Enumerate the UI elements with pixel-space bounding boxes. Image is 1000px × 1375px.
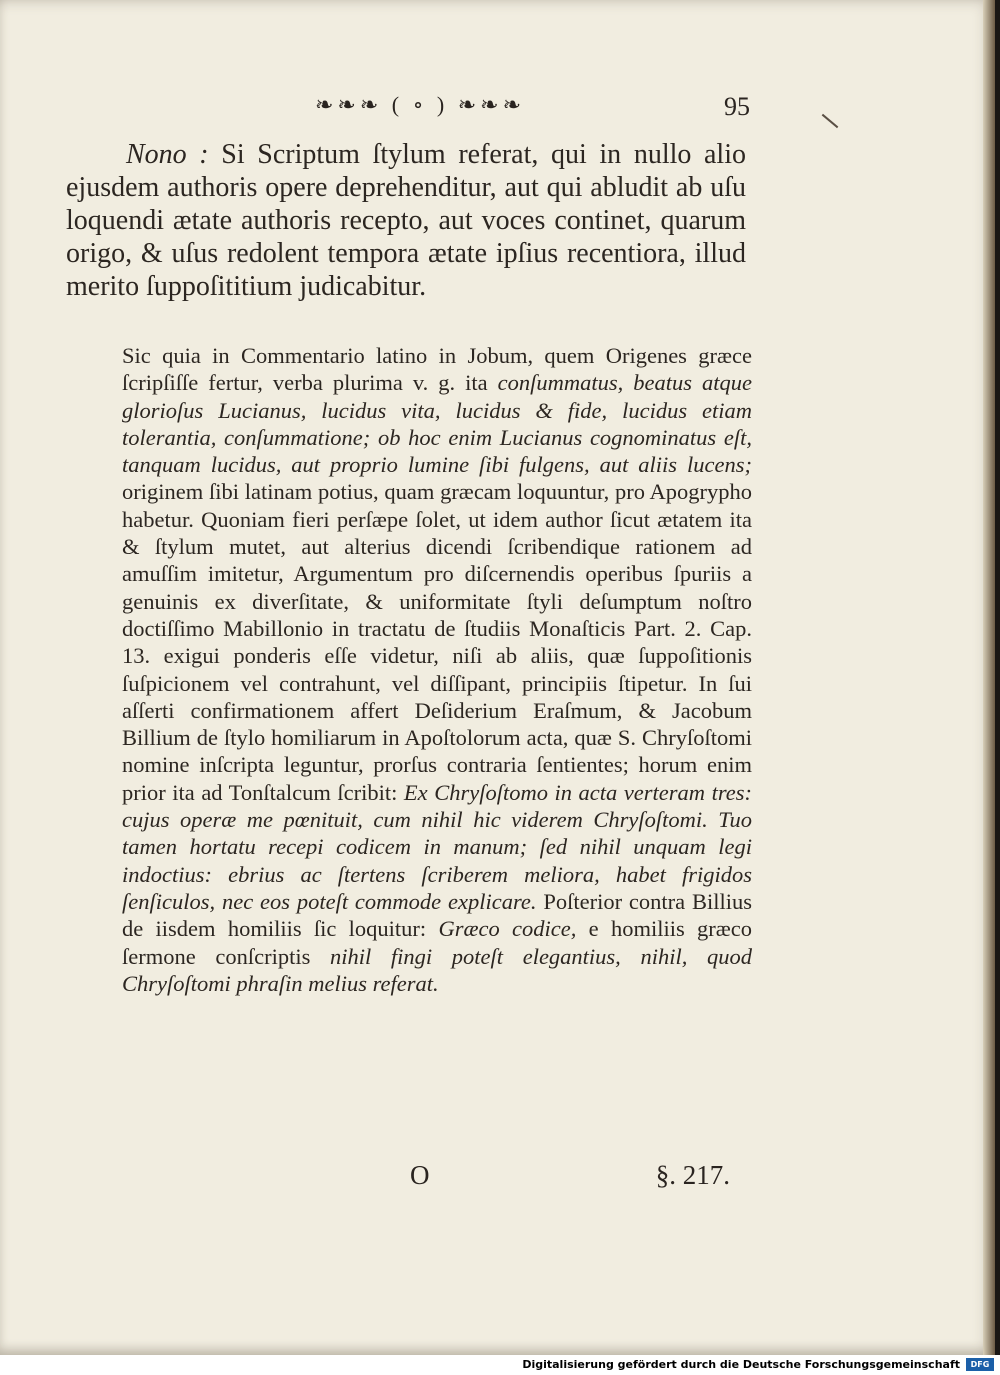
main-paragraph: [66, 138, 746, 303]
catchword-line: [410, 1160, 730, 1196]
sub-text-4: e homiliis græco ſermone conſcriptis: [122, 916, 752, 969]
sub-italic-1: conſummatus, beatus atque glorioſus Lucianus, lucidus vita, lucidus & fide, lucidus etiam tolerantia, conſummatione; ob hoc enim Lucianus cognominatus eſt, tanquam lucidus, aut proprio lumine ſibi fulgens, aut aliis lucens;: [122, 370, 752, 478]
main-paragraph-lead: Nono :: [126, 139, 209, 170]
catchword: §. 217.: [655, 1160, 730, 1190]
sub-italic-4: nihil fingi poteſt elegantius, nihil, quod Chryſoſtomi phraſin melius referat.: [122, 943, 752, 996]
dfg-credit-text: Digitalisierung gefördert durch die Deutsche Forschungsgemeinschaft: [522, 1358, 960, 1371]
running-header: [300, 92, 750, 122]
signature-mark: O: [410, 1160, 430, 1190]
header-ornament: ❧❧❧ ( ∘ ) ❧❧❧: [314, 92, 526, 117]
dfg-logo: DFG: [966, 1358, 994, 1371]
page-edge-shadow: [983, 0, 995, 1355]
main-paragraph-text: Si Scriptum ſtylum referat, qui in nullo alio ejusdem authoris opere deprehenditur, aut qui abludit ab uſu loquendi ætate authoris recepto, aut voces continet, quarum origo, & uſus redolent tempora ætate ipſius recentiora, illud merito ſuppoſititium judicabitur.: [66, 139, 746, 302]
sub-text-1: Sic quia in Commentario latino in Jobum, quem Origenes græce ſcripſiſſe fertur, verba plurima v. g. ita: [122, 343, 752, 396]
sub-italic-3: Græco codice,: [438, 916, 577, 942]
sub-text-2: originem ſibi latinam potius, quam græcam loquuntur, pro Apogrypho habetur. Quoniam fieri perſæpe ſolet, ut idem author ſicut ætatem ita & ſtylum mutet, aut alterius dicendi ſcribendique rationem ad amuſſim imitetur, Argumentum pro diſcernendis operibus ſpuriis a genuinis ex diverſitate, & uniformitate ſtyli deſumptum noſtro doctiſſimo Mabillonio in tractatu de ſtudiis Monaſticis Part. 2. Cap. 13. exigui ponderis eſſe videtur, niſi ab aliis, quæ ſuppoſitionis ſuſpicionem vel contrahunt, vel diſſipant, principiis ſtipetur. In ſui aſſerti confirmationem affert Deſiderium Eraſmum, & Jacobum Billium de ſtylo homiliarum in Apoſtolorum acta, quæ S. Chryſoſtomi nomine inſcripta leguntur, prorſus contraria ſentientes; horum enim prior ita ad Tonſtalcum ſcribit:: [122, 479, 752, 805]
credit-bar: [0, 1355, 1000, 1375]
sub-text-3: Poſterior contra Billius de iisdem homiliis ſic loquitur:: [122, 888, 752, 942]
sub-paragraph: [122, 342, 752, 997]
page-number: 95: [724, 92, 750, 121]
sub-italic-2: Ex Chryſoſtomo in acta verteram tres: cujus operæ me pœnituit, cum nihil hic viderem Chryſoſtomi. Tuo tamen hortatu recepi codicem in manum; ſed nihil unquam legi indoctius: ebrius ac ſtertens ſcriberem meliora, habet frigidos ſenſiculos, nec eos poteſt commode explicare.: [122, 779, 752, 914]
stray-mark: [822, 114, 839, 128]
